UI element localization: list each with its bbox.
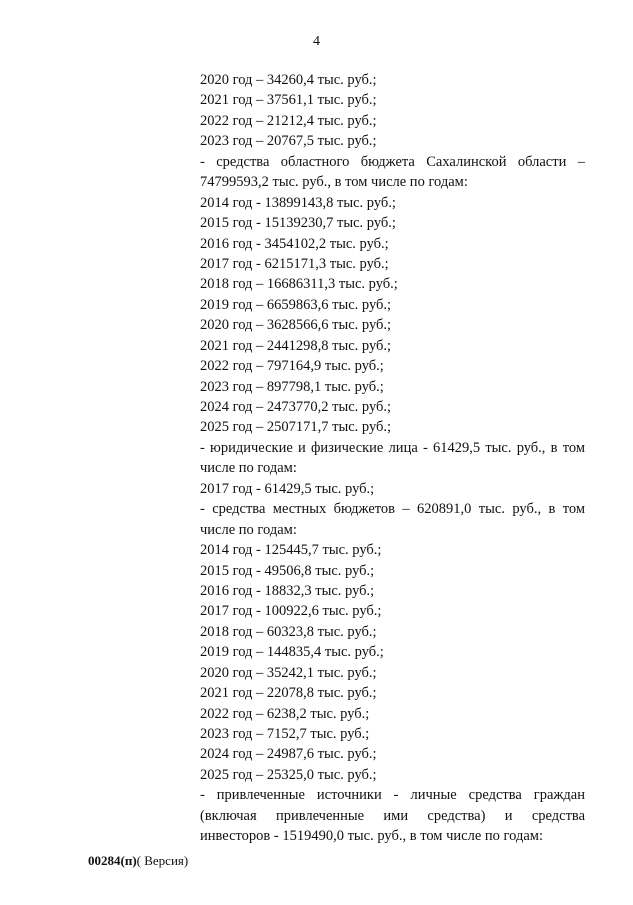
text-line: 2014 год - 125445,7 тыс. руб.;: [200, 542, 382, 559]
text-line: 74799593,2 тыс. руб., в том числе по годам:: [200, 174, 468, 191]
text-line: 2019 год – 6659863,6 тыс. руб.;: [200, 296, 392, 313]
document-footer: [88, 853, 188, 869]
text-line: 2024 год – 2473770,2 тыс. руб.;: [200, 399, 392, 415]
text-line: - средства местных бюджетов – 620891,0 тыс. руб., в том: [200, 501, 585, 518]
document-code: 00284(п): [88, 853, 137, 868]
text-line: 2022 год – 797164,9 тыс. руб.;: [200, 358, 384, 375]
text-line: 2016 год - 18832,3 тыс. руб.;: [200, 582, 375, 599]
text-line: 2020 год – 34260,4 тыс. руб.;: [200, 72, 377, 88]
text-line: 2021 год – 37561,1 тыс. руб.;: [200, 92, 377, 109]
text-line: (включая привлеченные ими средства) и средства: [200, 807, 585, 824]
text-line: 2015 год - 49506,8 тыс. руб.;: [200, 562, 375, 579]
text-line: 2019 год – 144835,4 тыс. руб.;: [200, 644, 384, 661]
text-line: 2017 год - 6215171,3 тыс. руб.;: [200, 255, 389, 272]
text-line: 2023 год – 20767,5 тыс. руб.;: [200, 133, 377, 150]
text-line: 2024 год – 24987,6 тыс. руб.;: [200, 746, 377, 763]
text-line: 2022 год – 21212,4 тыс. руб.;: [200, 112, 377, 129]
text-line: 2025 год – 2507171,7 тыс. руб.;: [200, 419, 392, 436]
document-version: ( Версия): [136, 853, 189, 868]
text-line: числе по годам:: [200, 521, 297, 538]
text-line: 2025 год – 25325,0 тыс. руб.;: [200, 766, 377, 783]
text-line: 2016 год - 3454102,2 тыс. руб.;: [200, 235, 389, 252]
text-line: 2014 год - 13899143,8 тыс. руб.;: [200, 194, 396, 211]
text-line: числе по годам:: [200, 460, 297, 477]
text-line: - привлеченные источники - личные средства граждан: [200, 787, 585, 804]
text-line: 2023 год – 897798,1 тыс. руб.;: [200, 378, 384, 395]
text-line: 2020 год – 3628566,6 тыс. руб.;: [200, 317, 392, 334]
text-line: 2018 год – 60323,8 тыс. руб.;: [200, 623, 377, 640]
text-line: 2021 год – 2441298,8 тыс. руб.;: [200, 337, 392, 354]
text-line: инвесторов - 1519490,0 тыс. руб., в том числе по годам:: [200, 828, 543, 845]
text-line: 2023 год – 7152,7 тыс. руб.;: [200, 726, 370, 742]
text-line: 2015 год - 15139230,7 тыс. руб.;: [200, 215, 396, 232]
text-line: - юридические и физические лица - 61429,5 тыс. руб., в том: [200, 439, 585, 456]
text-line: 2021 год – 22078,8 тыс. руб.;: [200, 685, 377, 702]
text-line: 2017 год - 61429,5 тыс. руб.;: [200, 480, 375, 497]
page-number: 4: [313, 34, 320, 49]
document-body: [200, 70, 585, 847]
text-line: 2020 год – 35242,1 тыс. руб.;: [200, 664, 377, 681]
text-line: 2017 год - 100922,6 тыс. руб.;: [200, 603, 382, 620]
text-line: 2022 год – 6238,2 тыс. руб.;: [200, 705, 370, 722]
text-line: - средства областного бюджета Сахалинской области –: [200, 153, 585, 170]
text-line: 2018 год – 16686311,3 тыс. руб.;: [200, 276, 398, 293]
